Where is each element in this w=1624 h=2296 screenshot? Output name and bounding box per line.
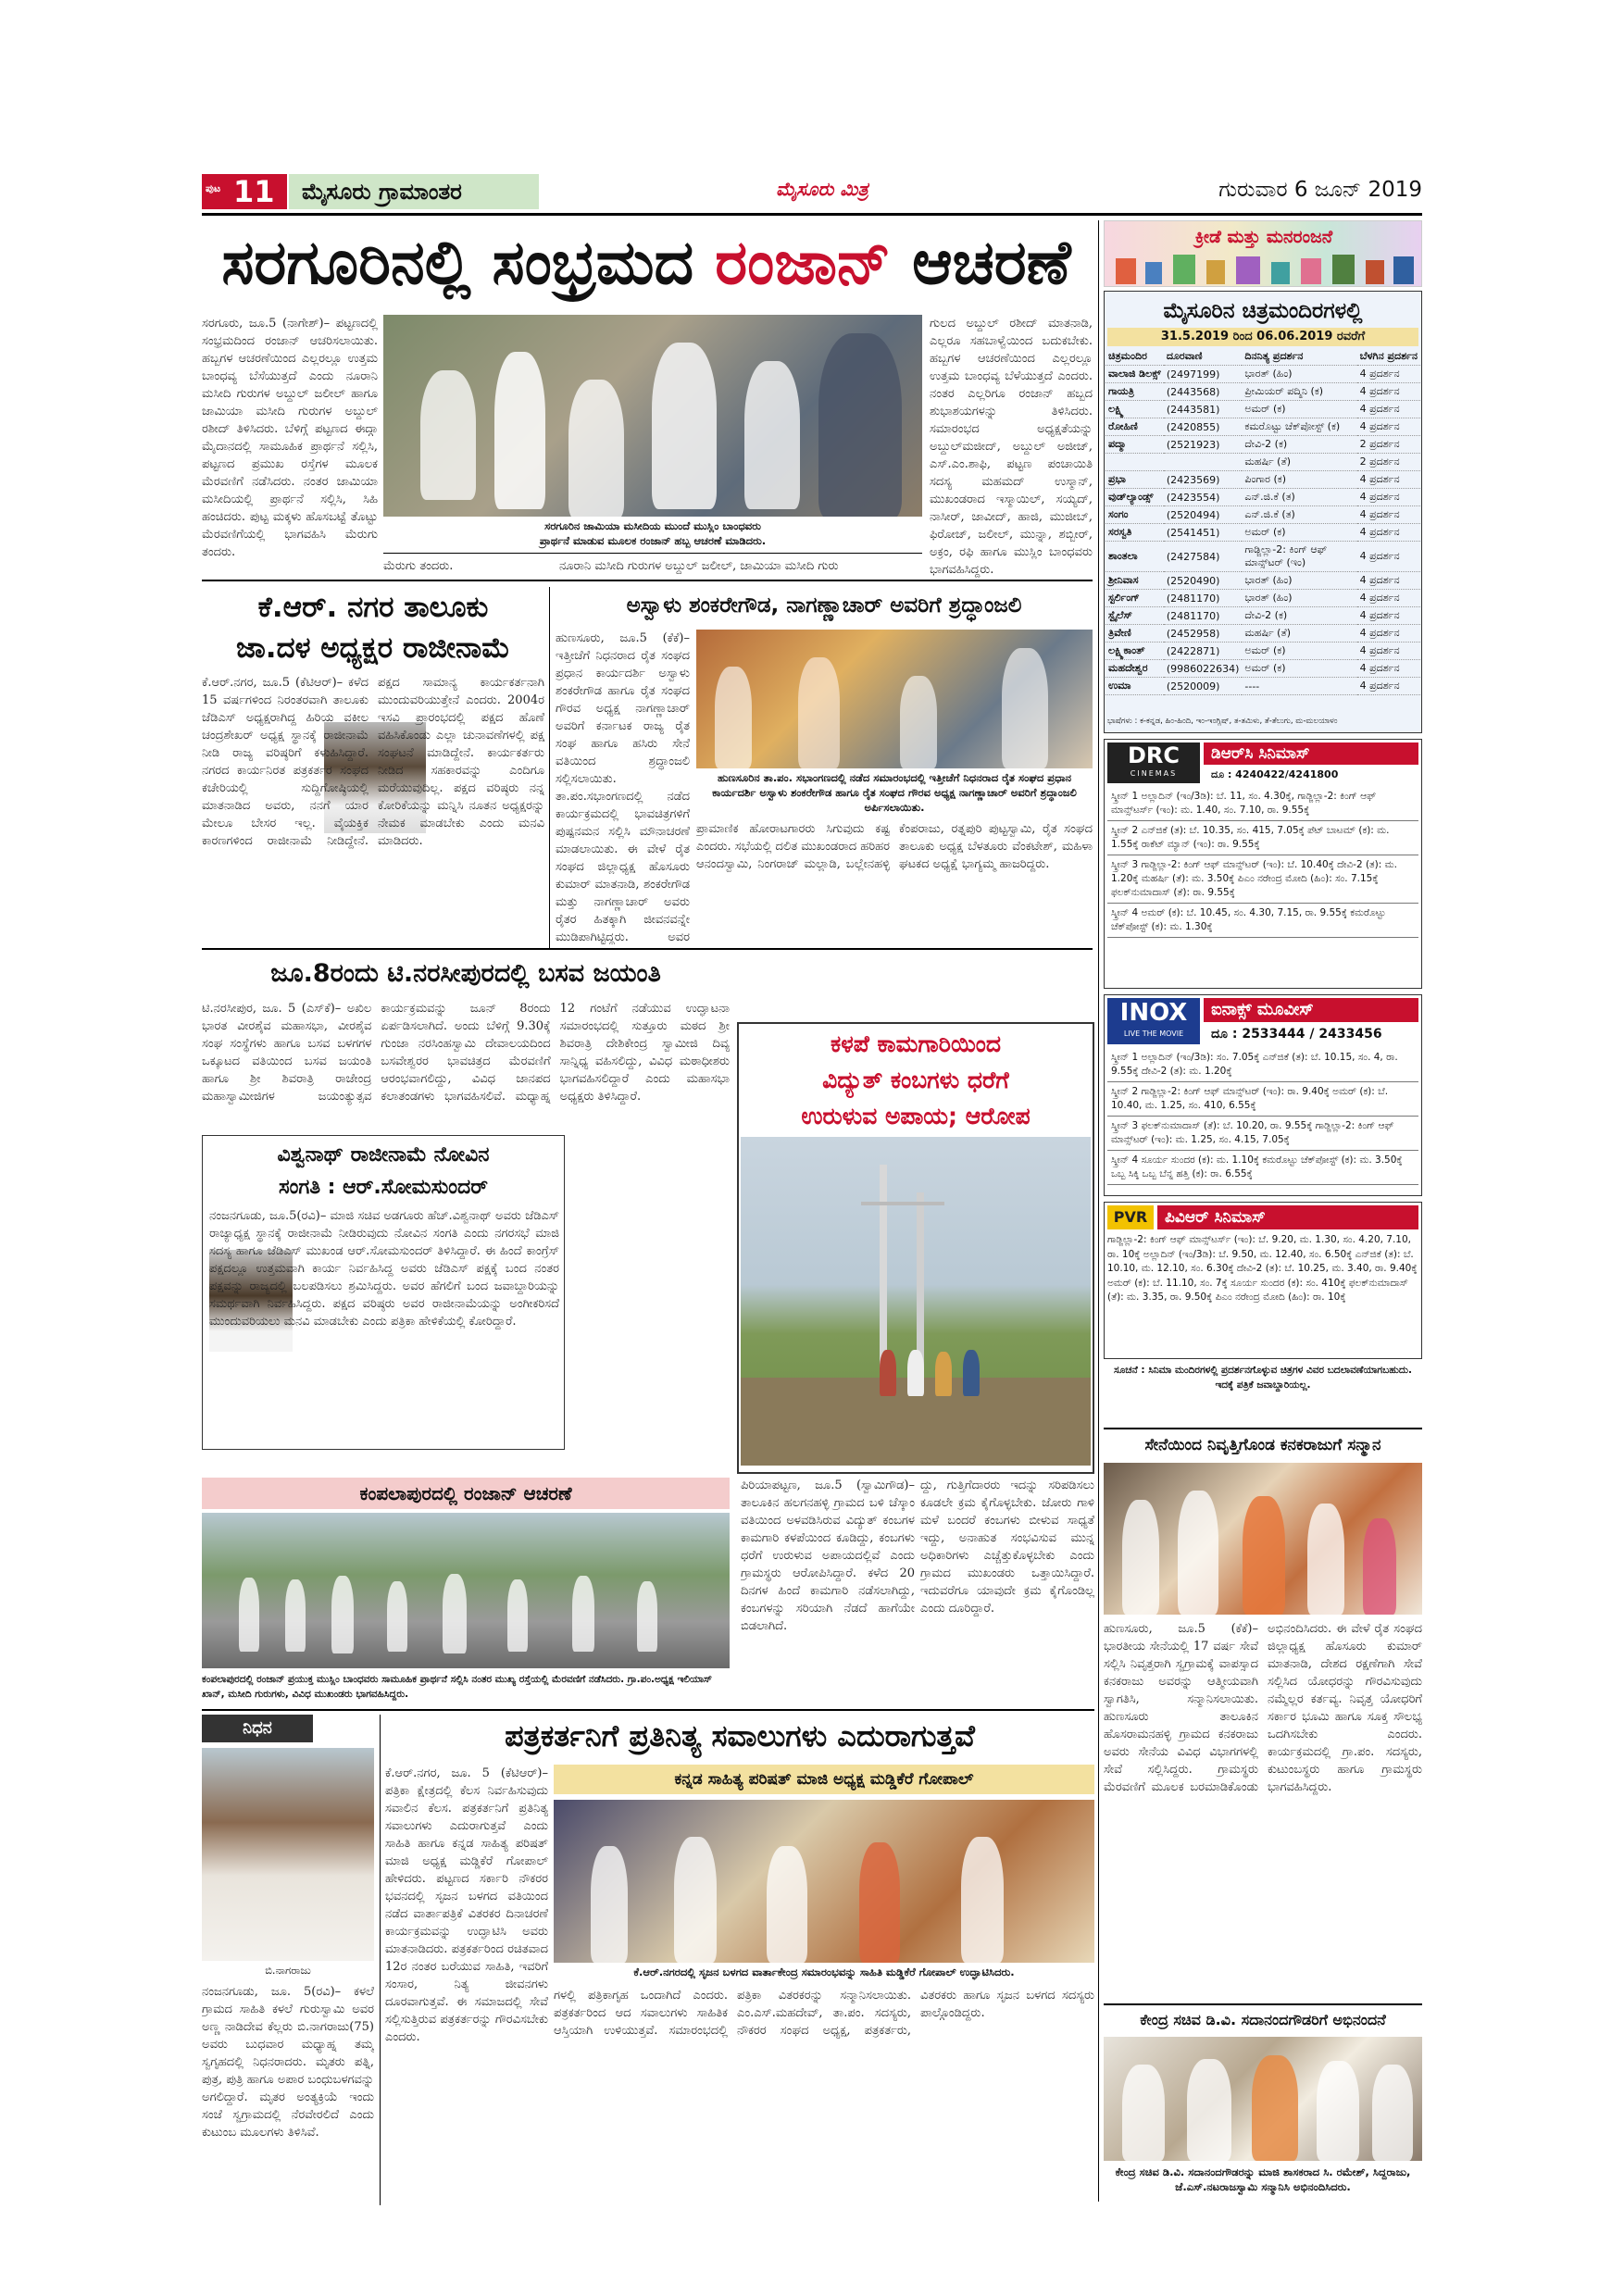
cinema-cell: 4 ಪ್ರದರ್ಶನ xyxy=(1357,418,1420,436)
cinema-cell: (2427584) xyxy=(1164,542,1243,572)
cinema-cell: ಕಮರೊಟ್ಟು ಚೆಕ್‌ಪೋಸ್ಟ್ (ಕ) xyxy=(1242,418,1356,436)
inox-screen-slot: ಸ್ಕ್ರೀನ್ 3 ಫಲಕ್‌ನುಮಾದಾಸ್ (ತೆ): ಬೆ. 10.20, ರಾ. 9.55ಕ್ಕೆ ಗಾಡ್ಜಿಲ್ಲಾ-2: ಕಿಂಗ್ ಆಫ್ ಮಾನ್ಸ್‌ಟರ್ (ಇಂ): ಮ. 1.25, ಸಂ. 4.15, 7.05ಕ್ಕೆ xyxy=(1107,1117,1418,1151)
cinema-row xyxy=(1106,401,1420,418)
cinema-cell: ಮಹರ್ಷಿ (ತೆ) xyxy=(1242,454,1356,471)
obituary-divider xyxy=(380,1715,381,2205)
cinema-cell: ಎನ್.ಜಿ.ಕೆ (ತ) xyxy=(1242,506,1356,524)
cinema-cell: ದೇವಿ-2 (ಕ) xyxy=(1242,607,1356,625)
cinema-table-header xyxy=(1106,348,1420,366)
cinema-cell: ಸ್ಟರ್ಲಿಂಗ್ xyxy=(1106,590,1164,607)
retired-body: ಹುಣಸೂರು, ಜೂ.5 (ಕೆಕೆ)– ಭಾರತೀಯ ಸೇನೆಯಲ್ಲಿ 17 ವರ್ಷ ಸೇವೆ ಸಲ್ಲಿಸಿ ನಿವೃತ್ತರಾಗಿ ಸ್ವಗ್ರಾಮಕ್ಕೆ ವಾಪಸ್ಸಾದ ಕನಕರಾಜು ಅವರನ್ನು ಆತ್ಮೀಯವಾಗಿ ಸ್ವಾಗತಿಸಿ, ಸನ್ಮಾನಿಸಲಾಯಿತು. ಹುಣಸೂರು ತಾಲೂಕಿನ ಹೊಸರಾಮನಹಳ್ಳಿ ಗ್ರಾಮದ ಕನಕರಾಜು ಅವರು ಸೇನೆಯ ವಿವಿಧ ವಿಭಾಗಗಳಲ್ಲಿ ಸೇವೆ ಸಲ್ಲಿಸಿದ್ದರು. ಗ್ರಾಮಸ್ಥರು ಮೆರವಣಿಗೆ ಮೂಲಕ ಬರಮಾಡಿಕೊಂಡು ಅಭಿನಂದಿಸಿದರು. ಈ ವೇಳೆ ರೈತ ಸಂಘದ ಜಿಲ್ಲಾಧ್ಯಕ್ಷ ಹೊಸೂರು ಕುಮಾರ್ ಮಾತನಾಡಿ, ದೇಶದ ರಕ್ಷಣೆಗಾಗಿ ಸೇವೆ ಸಲ್ಲಿಸಿದ ಯೋಧರನ್ನು ಗೌರವಿಸುವುದು ನಮ್ಮೆಲ್ಲರ ಕರ್ತವ್ಯ. ನಿವೃತ್ತ ಯೋಧರಿಗೆ ಸರ್ಕಾರ ಭೂಮಿ ಹಾಗೂ ಸೂಕ್ತ ಸೌಲಭ್ಯ ಒದಗಿಸಬೇಕು ಎಂದರು. ಕಾರ್ಯಕ್ರಮದಲ್ಲಿ ಗ್ರಾ.ಪಂ. ಸದಸ್ಯರು, ಕುಟುಂಬಸ್ಥರು ಹಾಗೂ ಗ್ರಾಮಸ್ಥರು ಭಾಗವಹಿಸಿದ್ದರು. xyxy=(1104,1622,1422,1794)
cinema-cell: 4 ಪ್ರದರ್ಶನ xyxy=(1357,401,1420,418)
cinema-row xyxy=(1106,471,1420,489)
cinema-cell: ಸರಸ್ವತಿ xyxy=(1106,524,1164,542)
kr-nagar-headline-1: ಕೆ.ಆರ್. ನಗರ ತಾಲೂಕು xyxy=(257,591,489,624)
lead-caption-line-1: ಸರಗೂರಿನ ಜಾಮಿಯಾ ಮಸೀದಿಯ ಮುಂದೆ ಮುಸ್ಲಿಂ ಬಾಂಧವರು xyxy=(544,519,761,532)
tribute-photo xyxy=(696,630,1093,768)
cinema-row xyxy=(1106,643,1420,660)
electric-body-2: ದ್ದು, ಗುತ್ತಿಗೆದಾರರು ಇದನ್ನು ಸರಿಪಡಿಸಲು ಕೂಡಲೇ ಕ್ರಮ ಕೈಗೊಳ್ಳಬೇಕು. ಜೋರು ಗಾಳಿ ಮಳೆ ಬಂದರೆ ಕಂಬಗಳು ಬೀಳುವ ಸಾಧ್ಯತೆ ಇದ್ದು, ಅನಾಹುತ ಸಂಭವಿಸುವ ಮುನ್ನ ಅಧಿಕಾರಿಗಳು ಎಚ್ಚೆತ್ತುಕೊಳ್ಳಬೇಕು ಎಂದು ಗ್ರಾಮದ ಮುಖಂಡರು ಒತ್ತಾಯಿಸಿದ್ದಾರೆ. ಇದುವರೆಗೂ ಯಾವುದೇ ಕ್ರಮ ಕೈಗೊಂಡಿಲ್ಲ ಎಂದು ದೂರಿದ್ದಾರೆ. xyxy=(920,1479,1094,1616)
cinema-cell: ವುಡ್‌ಲ್ಯಾಂಡ್ಸ್ xyxy=(1106,489,1164,506)
journalists-body-bottom: ಗಳಲ್ಲಿ ಪತ್ರಿಕಾಗೃಹ ಒಂದಾಗಿದೆ ಎಂದರು. ಪತ್ರಕರ್ತರಿಂದ ಆದ ಸವಾಲುಗಳು ಸಾಹಿತಿಕ ಆಸ್ತಿಯಾಗಿ ಉಳಿಯುತ್ತವೆ. ಸಮಾರಂಭದಲ್ಲಿ ಪತ್ರಿಕಾ ವಿತರಕರನ್ನು ಸನ್ಮಾನಿಸಲಾಯಿತು. ಎಂ.ಎಸ್.ಮಹದೇವ್, ತಾ.ಪಂ. ಸದಸ್ಯರು, ನೌಕರರ ಸಂಘದ ಅಧ್ಯಕ್ಷ, ಪತ್ರಕರ್ತರು, ವಿತರಕರು ಹಾಗೂ ಸೃಜನ ಬಳಗದ ಸದಸ್ಯರು ಪಾಲ್ಗೊಂಡಿದ್ದರು. xyxy=(554,1989,1094,2038)
inox-slots xyxy=(1107,1048,1418,1192)
journalists-photo xyxy=(554,1800,1094,1963)
lead-headline-c: ಆಚರಣೆ xyxy=(912,227,1071,298)
inox-logo-tag: LIVE THE MOVIE xyxy=(1123,1029,1184,1038)
cinema-cell: 4 ಪ್ರದರ್ಶನ xyxy=(1357,489,1420,506)
journalists-caption: ಕೆ.ಆರ್.ನಗರದಲ್ಲಿ ಸೃಜನ ಬಳಗದ ವಾರ್ತಾಕೇಂದ್ರ ಸಮಾರಂಭವನ್ನು ಸಾಹಿತಿ ಮಡ್ಡಿಕೆರೆ ಗೋಪಾಲ್ ಉದ್ಘಾಟಿಸಿದರು. xyxy=(633,1965,1015,1978)
cinema-cell: ಭಾರತ್ (ಹಿಂ) xyxy=(1242,366,1356,383)
tribute-bottom-rule xyxy=(202,948,1093,950)
cinema-cell: (2423554) xyxy=(1164,489,1243,506)
cinema-cell: ಲಕ್ಷ್ಮಿಕಾಂತ್ xyxy=(1106,643,1164,660)
cinema-cell: ಲಕ್ಷ್ಮಿ xyxy=(1106,401,1164,418)
journalists-headline: ಪತ್ರಕರ್ತನಿಗೆ ಪ್ರತಿನಿತ್ಯ ಸವಾಲುಗಳು ಎದುರಾಗುತ್ತವೆ xyxy=(505,1718,975,1753)
tribute-body-2: ಪ್ರಾಮಾಣಿಕ ಹೋರಾಟಗಾರರು ಸಿಗುವುದು ಕಷ್ಟ ಎಂದರು. ಸಭೆಯಲ್ಲಿ ದಲಿತ ಮುಖಂಡರಾದ ಹರಿಹರ ಆನಂದಸ್ವಾಮಿ, ನಿಂಗರಾಜ್ ಮಲ್ಲಾಡಿ, ಬಲ್ಲೇನಹಳ್ಳಿ ಕೆಂಪರಾಜು, ರತ್ನಪುರಿ ಪುಟ್ಟಸ್ವಾಮಿ, ರೈತ ಸಂಘದ ತಾಲೂಕು ಅಧ್ಯಕ್ಷ ಬೆಳತೂರು ವೆಂಕಟೇಶ್, ಮಹಿಳಾ ಘಟಕದ ಅಧ್ಯಕ್ಷೆ ಭಾಗ್ಯಮ್ಮ ಹಾಜರಿದ್ದರು. xyxy=(696,822,1093,871)
cinema-cell: 4 ಪ್ರದರ್ಶನ xyxy=(1357,572,1420,590)
retired-headline: ಸೇನೆಯಿಂದ ನಿವೃತ್ತಿಗೊಂಡ ಕನಕರಾಜುಗೆ ಸನ್ಮಾನ xyxy=(1104,1428,1422,1459)
cinema-cell: (9986022634) xyxy=(1164,660,1243,678)
minister-headline: ಕೇಂದ್ರ ಸಚಿವ ಡಿ.ವಿ. ಸದಾನಂದಗೌಡರಿಗೆ ಅಭಿನಂದನೆ xyxy=(1104,2003,1422,2033)
cinema-cell: (2520494) xyxy=(1164,506,1243,524)
vishwanath-body: ನಂಜನಗೂಡು, ಜೂ.5(ರವಿ)– ಮಾಜಿ ಸಚಿವ ಅಡಗೂರು ಹೆಚ್.ವಿಶ್ವನಾಥ್ ಅವರು ಜೆಡಿಎಸ್ ರಾಜ್ಯಾಧ್ಯಕ್ಷ ಸ್ಥಾನಕ್ಕೆ ರಾಜೀನಾಮೆ ನೀಡಿರುವುದು ನೋವಿನ ಸಂಗತಿ ಎಂದು ನಗರಸಭೆ ಮಾಜಿ ಸದಸ್ಯ ಹಾಗೂ ಜೆಡಿಎಸ್ ಮುಖಂಡ ಆರ್.ಸೋಮಸುಂದರ್ ತಿಳಿಸಿದ್ದಾರೆ. ಈ ಹಿಂದೆ ಕಾಂಗ್ರೆಸ್ ಪಕ್ಷದಲ್ಲೂ ಉತ್ತಮವಾಗಿ ಕಾರ್ಯ ನಿರ್ವಹಿಸಿದ್ದ ಅವರು ಜೆಡಿಎಸ್ ಪಕ್ಷಕ್ಕೆ ಬಂದ ನಂತರ ಪಕ್ಷವನ್ನು ರಾಜ್ಯದಲ್ಲಿ ಬಲಪಡಿಸಲು ಶ್ರಮಿಸಿದ್ದರು. ಅವರ ಹೆಗಲಿಗೆ ಬಂದ ಜವಾಬ್ದಾರಿಯನ್ನು ಸಮರ್ಥವಾಗಿ ನಿರ್ವಹಿಸಿದ್ದರು. ಪಕ್ಷದ ವರಿಷ್ಠರು ಅವರ ರಾಜೀನಾಮೆಯನ್ನು ಅಂಗೀಕರಿಸದೆ ಮುಂದುವರಿಯಲು ಮನವಿ ಮಾಡಬೇಕು ಎಂದು ಪತ್ರಿಕಾ ಹೇಳಿಕೆಯಲ್ಲಿ ಕೋರಿದ್ದಾರೆ. xyxy=(209,1209,559,1329)
lead-caption-line-2: ಪ್ರಾರ್ಥನೆ ಮಾಡುವ ಮೂಲಕ ರಂಜಾನ್ ಹಬ್ಬ ಆಚರಣೆ ಮಾಡಿದರು. xyxy=(539,534,767,547)
cinema-row xyxy=(1106,418,1420,436)
pvr-text: ಗಾಡ್ಜಿಲ್ಲಾ-2: ಕಿಂಗ್ ಆಫ್ ಮಾನ್ಸ್‌ಟರ್ಸ್ (ಇಂ): ಬೆ. 9.20, ಮ. 1.30, ಸಂ. 4.20, 7.10, ರಾ. 10ಕ್ಕೆ ಅಲ್ಲಾದಿನ್ (ಇಂ/3ಡಿ): ಬೆ. 9.50, ಮ. 12.40, ಸಂ. 6.50ಕ್ಕೆ ಎನ್‌ಜಿಕೆ (ತ): ಬೆ. 10.10, ಮ. 12.10, ಸಂ. 6.30ಕ್ಕೆ ದೇವಿ-2 (ತ): ಬೆ. 10.25, ಮ. 3.40, ರಾ. 9.40ಕ್ಕೆ ಅಮರ್ (ಕ): ಬೆ. 11.10, ಸಂ. 7ಕ್ಕೆ ಸೂರ್ಯ ಸುಂದರ (ಕ): ಸಂ. 410ಕ್ಕೆ ಫಲಕ್‌ನುಮಾದಾಸ್ (ತೆ): ಮ. 3.35, ರಾ. 9.50ಕ್ಕೆ ಪಿಎಂ ನರೇಂದ್ರ ಮೋದಿ (ಹಿಂ): ರಾ. 10ಕ್ಕೆ xyxy=(1107,1234,1418,1303)
cinema-cell: 4 ಪ್ರದರ್ಶನ xyxy=(1357,660,1420,678)
inox-screen-slot: ಸ್ಕ್ರೀನ್ 4 ಸೂರ್ಯ ಸುಂದರ (ಕ): ಮ. 1.10ಕ್ಕೆ ಕಮರೊಟ್ಟು ಚೆಕ್‌ಪೋಸ್ಟ್ (ಕ): ಮ. 3.50ಕ್ಕೆ ಒಬ್ಬ ಸಿಕ್ಕಿ ಒಬ್ಬ ಬೆನ್ನ ಹತ್ತಿ (ಕ): ರಾ. 6.55ಕ್ಕೆ xyxy=(1107,1151,1418,1185)
cinema-cell: (2481170) xyxy=(1164,590,1243,607)
cinema-row xyxy=(1106,590,1420,607)
cinema-table xyxy=(1106,348,1420,695)
inox-logo xyxy=(1107,998,1200,1044)
lead-photo xyxy=(383,315,922,517)
page-label: ಪುಟ xyxy=(206,182,221,194)
kr-nagar-divider xyxy=(549,587,550,948)
cinema-cell: (2420855) xyxy=(1164,418,1243,436)
page-number-badge xyxy=(202,174,287,209)
lead-headline xyxy=(202,220,1091,306)
cinema-cell: ಸಂಗಂ xyxy=(1106,506,1164,524)
cinema-cell: ಗಾಯತ್ರಿ xyxy=(1106,383,1164,401)
kampalapura-bottom-rule xyxy=(202,1709,1094,1711)
cinema-cell: 2 ಪ್ರದರ್ಶನ xyxy=(1357,436,1420,454)
cinema-notice xyxy=(1104,1363,1422,1424)
cinema-list-title: ಮೈಸೂರಿನ ಚಿತ್ರಮಂದಿರಗಳಲ್ಲಿ xyxy=(1163,299,1363,323)
inox-screen-slot: ಸ್ಕ್ರೀನ್ 2 ಗಾಡ್ಜಿಲ್ಲಾ-2: ಕಿಂಗ್ ಆಫ್ ಮಾನ್ಸ್‌ಟರ್ (ಇಂ): ರಾ. 9.40ಕ್ಕೆ ಅಮರ್ (ಕ): ಬೆ. 10.40, ಮ. 1.25, ಸಂ. 410, 6.55ಕ್ಕೆ xyxy=(1107,1082,1418,1117)
entertainment-title: ಕ್ರೀಡೆ ಮತ್ತು ಮನರಂಜನೆ xyxy=(1194,227,1333,247)
cinema-cell: ಪದ್ಮಾ xyxy=(1106,436,1164,454)
cinema-notice-label: ಸೂಚನೆ : xyxy=(1114,1365,1145,1376)
lead-body-right: ಗುಲದ ಅಬ್ದುಲ್ ರಶೀದ್ ಮಾತನಾಡಿ, ಎಲ್ಲರೂ ಸಹಬಾಳ್ವೆಯಿಂದ ಬದುಕಬೇಕು. ಹಬ್ಬಗಳ ಆಚರಣೆಯಿಂದ ಎಲ್ಲರಲ್ಲೂ ಉತ್ತಮ ಬಾಂಧವ್ಯ ಬೆಳೆಯುತ್ತದೆ ಎಂದರು. ನಂತರ ಎಲ್ಲರಿಗೂ ರಂಜಾನ್ ಹಬ್ಬದ ಶುಭಾಶಯಗಳನ್ನು ತಿಳಿಸಿದರು. ಸಮಾರಂಭದ ಅಧ್ಯಕ್ಷತೆಯನ್ನು ಅಬ್ದುಲ್‌ಮಜೀದ್, ಅಬ್ದುಲ್ ಅಜೀಜ್, ಎಸ್.ಎಂ.ಶಾಫಿ, ಪಟ್ಟಣ ಪಂಚಾಯಿತಿ ಸದಸ್ಯ ಮಹಮದ್ ಉಸ್ಮಾನ್, ಮುಖಂಡರಾದ ಇಸ್ಮಾಯಿಲ್, ಸಯ್ಯದ್, ನಾಸೀರ್, ಜಾವೀದ್, ಹಾಜಿ, ಮುಜೀಬ್, ಫಿರೋಜ್, ಜಲೀಲ್, ಮುನ್ನಾ, ಶಬ್ಬೀರ್, ಅಕ್ರಂ, ರಫಿ ಹಾಗೂ ಮುಸ್ಲಿಂ ಬಾಂಧವರು ಭಾಗವಹಿಸಿದ್ದರು. xyxy=(930,317,1093,577)
cinema-cell: ಉಮಾ xyxy=(1106,678,1164,695)
cinema-header-cell: ಬೆಳಗಿನ ಪ್ರದರ್ಶನ xyxy=(1357,348,1420,366)
vishwanath-headline-1: ವಿಶ್ವನಾಥ್ ರಾಜೀನಾಮೆ ನೋವಿನ xyxy=(277,1143,490,1167)
cinema-cell: ಅಮರ್ (ಕ) xyxy=(1242,524,1356,542)
cinema-cell: ಅಮರ್ (ಕ) xyxy=(1242,660,1356,678)
cinema-cell: ಪಿಂಗಾರ (ಕ) xyxy=(1242,471,1356,489)
kampalapura-photo xyxy=(202,1513,730,1668)
cinema-list-table xyxy=(1106,348,1420,711)
cinema-header-cell: ದೂರವಾಣಿ xyxy=(1164,348,1243,366)
tribute-body: ಹುಣಸೂರು, ಜೂ.5 (ಕೆಕೆ)– ಇತ್ತೀಚೆಗೆ ನಿಧನರಾದ ರೈತ ಸಂಘದ ಪ್ರಧಾನ ಕಾರ್ಯದರ್ಶಿ ಅಸ್ವಾಳು ಶಂಕರೇಗೌಡ ಹಾಗೂ ರೈತ ಸಂಘದ ಗೌರವ ಅಧ್ಯಕ್ಷ ನಾಗಣ್ಣಾಚಾರ್ ಅವರಿಗೆ ಕರ್ನಾಟಕ ರಾಜ್ಯ ರೈತ ಸಂಘ ಹಾಗೂ ಹಸಿರು ಸೇನೆ ವತಿಯಿಂದ ಶ್ರದ್ಧಾಂಜಲಿ ಸಲ್ಲಿಸಲಾಯಿತು. ತಾ.ಪಂ.ಸಭಾಂಗಣದಲ್ಲಿ ನಡೆದ ಕಾರ್ಯಕ್ರಮದಲ್ಲಿ ಭಾವಚಿತ್ರಗಳಿಗೆ ಪುಷ್ಪನಮನ ಸಲ್ಲಿಸಿ ಮೌನಾಚರಣೆ ಮಾಡಲಾಯಿತು. ಈ ವೇಳೆ ರೈತ ಸಂಘದ ಜಿಲ್ಲಾಧ್ಯಕ್ಷ ಹೊಸೂರು ಕುಮಾರ್ ಮಾತನಾಡಿ, ಶಂಕರೇಗೌಡ ಮತ್ತು ನಾಗಣ್ಣಾಚಾರ್ ಅವರು ರೈತರ ಹಿತಕ್ಕಾಗಿ ಜೀವನವನ್ನೇ ಮುಡಿಪಾಗಿಟ್ಟಿದ್ದರು. ಅವರ xyxy=(556,631,690,944)
drc-screen-slot: ಸ್ಕ್ರೀನ್ 3 ಗಾಡ್ಜಿಲ್ಲಾ-2: ಕಿಂಗ್ ಆಫ್ ಮಾನ್ಸ್‌ಟರ್ (ಇಂ): ಬೆ. 10.40ಕ್ಕೆ ದೇವಿ-2 (ತ): ಮ. 1.20ಕ್ಕೆ ಮಹರ್ಷಿ (ತೆ): ಮ. 3.50ಕ್ಕೆ ಪಿಎಂ ನರೇಂದ್ರ ಮೋದಿ (ಹಿಂ): ಸಂ. 7.15ಕ್ಕೆ ಫಲಕ್‌ನುಮಾದಾಸ್ (ತೆ): ರಾ. 9.55ಕ್ಕೆ xyxy=(1107,855,1418,904)
kr-nagar-headline xyxy=(202,587,544,668)
electric-headline-3: ಉರುಳುವ ಅಪಾಯ; ಆರೋಪ xyxy=(801,1103,1031,1129)
section-title: ಮೈಸೂರು ಗ್ರಾಮಾಂತರ xyxy=(289,174,539,209)
cinema-cell: (2422871) xyxy=(1164,643,1243,660)
drc-logo-text: DRC xyxy=(1127,742,1180,768)
masthead xyxy=(202,174,1422,211)
cinema-cell: ಭಾರತ್ (ಹಿಂ) xyxy=(1242,590,1356,607)
cinema-row xyxy=(1106,542,1420,572)
lead-tail-b: ನೂರಾನಿ ಮಸೀದಿ ಗುರುಗಳ ಅಬ್ದುಲ್ ಜಲೀಲ್, ಜಾಮಿಯಾ ಮಸೀದಿ ಗುರು xyxy=(559,559,839,573)
cinema-cell: ---- xyxy=(1242,678,1356,695)
pvr-logo: PVR xyxy=(1107,1205,1154,1229)
masthead-rule xyxy=(202,213,1422,216)
lead-tail-a: ಮೆರುಗು ತಂದರು. xyxy=(383,559,454,573)
cinema-notice-text: ಸಿನಿಮಾ ಮಂದಿರಗಳಲ್ಲಿ ಪ್ರದರ್ಶನಗೊಳ್ಳುವ ಚಿತ್ರಗಳ ವಿವರ ಬದಲಾವಣೆಯಾಗಬಹುದು. ಇದಕ್ಕೆ ಪತ್ರಿಕೆ ಜವಾಬ್ದಾರಿಯಲ್ಲ. xyxy=(1148,1365,1412,1391)
cinema-cell: ತ್ರಿವೇಣಿ xyxy=(1106,625,1164,643)
cinema-header-cell: ಚಿತ್ರಮಂದಿರ xyxy=(1106,348,1164,366)
cinema-cell: (2541451) xyxy=(1164,524,1243,542)
cinema-cell: ದೇವಿ-2 (ಕ) xyxy=(1242,436,1356,454)
cinema-cell: (2497199) xyxy=(1164,366,1243,383)
cinema-legend: ಭಾಷೆಗಳು : ಕ-ಕನ್ನಡ, ಹಿಂ-ಹಿಂದಿ, ಇಂ-ಇಂಗ್ಲಿಷ್, ತ-ತಮಿಳು, ತೆ-ತೆಲುಗು, ಮ-ಮಲಯಾಳಂ xyxy=(1107,717,1338,726)
electric-headline-2: ವಿದ್ಯುತ್ ಕಂಬಗಳು ಧರೆಗೆ xyxy=(822,1067,1009,1093)
cinema-cell: ಶ್ರೀನಿವಾಸ xyxy=(1106,572,1164,590)
drc-phone: ದೂ : 4240422/4241800 xyxy=(1211,768,1339,780)
cinema-cell: ಪ್ರೀಮಿಯರ್ ಪದ್ಮಿನಿ (ಕ) xyxy=(1242,383,1356,401)
issue-date: ಗುರುವಾರ 6 ಜೂನ್ 2019 xyxy=(1218,178,1422,202)
cinema-cell: 4 ಪ್ರದರ್ಶನ xyxy=(1357,366,1420,383)
kampalapura-headline: ಕಂಪಲಾಪುರದಲ್ಲಿ ರಂಜಾನ್ ಆಚರಣೆ xyxy=(202,1478,730,1509)
cinema-row xyxy=(1106,454,1420,471)
lead-headline-a: ಸರಗೂರಿನಲ್ಲಿ ಸಂಭ್ರಮದ xyxy=(221,227,694,298)
right-column-divider xyxy=(1098,220,1099,2202)
vishwanath-headline xyxy=(207,1139,559,1204)
cinema-cell: (2520009) xyxy=(1164,678,1243,695)
obituary-portrait xyxy=(202,1748,374,1961)
kampalapura-caption: ಕಂಪಲಾಪುರದಲ್ಲಿ ರಂಜಾನ್ ಪ್ರಯುಕ್ತ ಮುಸ್ಲಿಂ ಬಾಂಧವರು ಸಾಮೂಹಿಕ ಪ್ರಾರ್ಥನೆ ಸಲ್ಲಿಸಿ ನಂತರ ಮುಖ್ಯ ರಸ್ತೆಯಲ್ಲಿ ಮೆರವಣಿಗೆ ನಡೆಸಿದರು. ಗ್ರಾ.ಪಂ.ಅಧ್ಯಕ್ಷ ಇಲಿಯಾಸ್ ಖಾನ್, ಮಸೀದಿ ಗುರುಗಳು, ವಿವಿಧ ಮುಖಂಡರು ಭಾಗವಹಿಸಿದ್ದರು. xyxy=(202,1674,712,1700)
drc-screen-slot: ಸ್ಕ್ರೀನ್ 2 ಎನ್‌ಜಿಕೆ (ತ): ಬೆ. 10.35, ಸಂ. 415, 7.05ಕ್ಕೆ ಪೆಟ್ ಬಾಟಮ್ (ಕ): ಮ. 1.55ಕ್ಕೆ ರಾಕೆಟ್ ಮ್ಯಾನ್ (ಇಂ): ರಾ. 9.55ಕ್ಕೆ xyxy=(1107,821,1418,855)
cinema-row xyxy=(1106,660,1420,678)
cinema-row xyxy=(1106,383,1420,401)
cinema-cell: (2443568) xyxy=(1164,383,1243,401)
obituary-label: ನಿಧನ xyxy=(202,1715,313,1742)
journalists-body-left: ಕೆ.ಆರ್.ನಗರ, ಜೂ. 5 (ಕೆಟಿಆರ್)– ಪತ್ರಿಕಾ ಕ್ಷೇತ್ರದಲ್ಲಿ ಕೆಲಸ ನಿರ್ವಹಿಸುವುದು ಸವಾಲಿನ ಕೆಲಸ. ಪತ್ರಕರ್ತನಿಗೆ ಪ್ರತಿನಿತ್ಯ ಸವಾಲುಗಳು ಎದುರಾಗುತ್ತವೆ ಎಂದು ಸಾಹಿತಿ ಹಾಗೂ ಕನ್ನಡ ಸಾಹಿತ್ಯ ಪರಿಷತ್ ಮಾಜಿ ಅಧ್ಯಕ್ಷ ಮಡ್ಡಿಕೆರೆ ಗೋಪಾಲ್ ಹೇಳಿದರು. ಪಟ್ಟಣದ ಸರ್ಕಾರಿ ನೌಕರರ ಭವನದಲ್ಲಿ ಸೃಜನ ಬಳಗದ ವತಿಯಿಂದ ನಡೆದ ವಾರ್ತಾಪತ್ರಿಕೆ ವಿತರಕರ ದಿನಾಚರಣೆ ಕಾರ್ಯಕ್ರಮವನ್ನು ಉದ್ಘಾಟಿಸಿ ಅವರು ಮಾತನಾಡಿದರು. ಪತ್ರಕರ್ತರಿಂದ ರಚಿತವಾದ 12ರ ನಂತರ ಬರೆಯುವ ಸಾಹಿತಿ, ಇವರಿಗೆ ಸಂಸಾರ, ನಿತ್ಯ ಜೀವನಗಳು ದೂರವಾಗುತ್ತವೆ. ಈ ಸಮಾಜದಲ್ಲಿ ಸೇವೆ ಸಲ್ಲಿಸುತ್ತಿರುವ ಪತ್ರಕರ್ತರನ್ನು ಗೌರವಿಸಬೇಕು ಎಂದರು. xyxy=(385,1766,548,2044)
tribute-caption: ಹುಣಸೂರಿನ ತಾ.ಪಂ. ಸಭಾಂಗಣದಲ್ಲಿ ನಡೆದ ಸಮಾರಂಭದಲ್ಲಿ ಇತ್ತೀಚೆಗೆ ನಿಧನರಾದ ರೈತ ಸಂಘದ ಪ್ರಧಾನ ಕಾರ್ಯದರ್ಶಿ ಅಸ್ವಾಳು ಶಂಕರೇಗೌಡ ಹಾಗೂ ರೈತ ಸಂಘದ ಗೌರವ ಅಧ್ಯಕ್ಷ ನಾಗಣ್ಣಾಚಾರ್ ಅವರಿಗೆ ಶ್ರದ್ಧಾಂಜಲಿ ಅರ್ಪಿಸಲಾಯಿತು. xyxy=(712,771,1077,814)
cinema-cell xyxy=(1164,454,1243,471)
retired-photo xyxy=(1104,1463,1422,1615)
cinema-list-dates: 31.5.2019 ರಿಂದ 06.06.2019 ರವರೆಗೆ xyxy=(1107,328,1418,346)
pvr-title: ಪಿವಿಆರ್ ಸಿನಿಮಾಸ್ xyxy=(1157,1205,1418,1229)
cinema-cell: 4 ಪ್ರದರ್ಶನ xyxy=(1357,542,1420,572)
cinema-cell: ಸ್ಟೈಲೆಸ್ xyxy=(1106,607,1164,625)
kr-nagar-headline-2: ಜಾ.ದಳ ಅಧ್ಯಕ್ಷರ ರಾಜೀನಾಮೆ xyxy=(236,631,510,665)
kr-nagar-body: ಕೆ.ಆರ್.ನಗರ, ಜೂ.5 (ಕೆಟಿಆರ್)– ಕಳೆದ 15 ವರ್ಷಗಳಿಂದ ನಿರಂತರವಾಗಿ ತಾಲೂಕು ಜೆಡಿಎಸ್ ಅಧ್ಯಕ್ಷರಾಗಿದ್ದ ಹಿರಿಯ ವಕೀಲ ಚಂದ್ರಶೇಖರ್ ಅಧ್ಯಕ್ಷ ಸ್ಥಾನಕ್ಕೆ ರಾಜೀನಾಮೆ ನೀಡಿ ರಾಜ್ಯ ವರಿಷ್ಠರಿಗೆ ಕಳುಹಿಸಿದ್ದಾರೆ. ನಗರದ ಕಾರ್ಯನಿರತ ಪತ್ರಕರ್ತರ ಸಂಘದ ಕಚೇರಿಯಲ್ಲಿ ಸುದ್ದಿಗೋಷ್ಠಿಯಲ್ಲಿ ಮಾತನಾಡಿದ ಅವರು, ನನಗೆ ಯಾರ ಮೇಲೂ ಬೇಸರ ಇಲ್ಲ. ವೈಯಕ್ತಿಕ ಕಾರಣಗಳಿಂದ ರಾಜೀನಾಮೆ ನೀಡಿದ್ದೇನೆ. ಪಕ್ಷದ ಸಾಮಾನ್ಯ ಕಾರ್ಯಕರ್ತನಾಗಿ ಮುಂದುವರಿಯುತ್ತೇನೆ ಎಂದರು. 2004ರ ಇಸವಿ ಪ್ರಾರಂಭದಲ್ಲಿ ಪಕ್ಷದ ಹೊಣೆ ವಹಿಸಿಕೊಂಡು ಎಲ್ಲಾ ಚುನಾವಣೆಗಳಲ್ಲಿ ಪಕ್ಷ ಸಂಘಟನೆ ಮಾಡಿದ್ದೇನೆ. ಕಾರ್ಯಕರ್ತರು ನೀಡಿದ ಸಹಕಾರವನ್ನು ಎಂದಿಗೂ ಮರೆಯುವುದಿಲ್ಲ. ಪಕ್ಷದ ವರಿಷ್ಠರು ನನ್ನ ಕೋರಿಕೆಯನ್ನು ಮನ್ನಿಸಿ ನೂತನ ಅಧ್ಯಕ್ಷರನ್ನು ನೇಮಕ ಮಾಡಬೇಕು ಎಂದು ಮನವಿ ಮಾಡಿದರು. xyxy=(202,676,544,848)
cinema-cell: (2443581) xyxy=(1164,401,1243,418)
page-number: 11 xyxy=(233,174,275,209)
cinema-cell: ಅಮರ್ (ಕ) xyxy=(1242,401,1356,418)
cinema-cell: (2521923) xyxy=(1164,436,1243,454)
electric-body-1: ಪಿರಿಯಾಪಟ್ಟಣ, ಜೂ.5 (ಸ್ವಾಮಿಗೌಡ)– ತಾಲೂಕಿನ ಹಲಗನಹಳ್ಳಿ ಗ್ರಾಮದ ಬಳಿ ಚೆಸ್ಕಾಂ ವತಿಯಿಂದ ಅಳವಡಿಸಿರುವ ವಿದ್ಯುತ್ ಕಂಬಗಳ ಕಾಮಗಾರಿ ಕಳಪೆಯಿಂದ ಕೂಡಿದ್ದು, ಕಂಬಗಳು ಧರೆಗೆ ಉರುಳುವ ಅಪಾಯದಲ್ಲಿವೆ ಎಂದು ಗ್ರಾಮಸ್ಥರು ಆರೋಪಿಸಿದ್ದಾರೆ. ಕಳೆದ 20 ದಿನಗಳ ಹಿಂದೆ ಕಾಮಗಾರಿ ನಡೆಸಲಾಗಿದ್ದು, ಕಂಬಗಳನ್ನು ಸರಿಯಾಗಿ ನೆಡದೆ ಹಾಗೆಯೇ ಬಿಡಲಾಗಿದೆ. xyxy=(741,1479,915,1633)
entertainment-banner xyxy=(1104,220,1422,287)
cinema-cell: ಭಾರತ್ (ಹಿಂ) xyxy=(1242,572,1356,590)
cinema-cell xyxy=(1106,454,1164,471)
cinema-row xyxy=(1106,489,1420,506)
lead-headline-b: ರಂಜಾನ್ xyxy=(715,227,892,298)
drc-screen-slot: ಸ್ಕ್ರೀನ್ 1 ಅಲ್ಲಾದಿನ್ (ಇಂ/3ಡಿ): ಬೆ. 11, ಸಂ. 4.30ಕ್ಕೆ, ಗಾಡ್ಜಿಲ್ಲಾ-2: ಕಿಂಗ್ ಆಫ್ ಮಾನ್ಸ್‌ಟರ್ಸ್ (ಇಂ): ಮ. 1.40, ಸಂ. 7.10, ರಾ. 9.55ಕ್ಕೆ xyxy=(1107,787,1418,821)
cinema-cell: 4 ಪ್ರದರ್ಶನ xyxy=(1357,506,1420,524)
cinema-row xyxy=(1106,625,1420,643)
cinema-cell: ಶಾಂತಲಾ xyxy=(1106,542,1164,572)
minister-photo xyxy=(1104,2037,1422,2161)
cinema-cell: ವಾಲಾಜಿ ಡಿಲಕ್ಸ್ xyxy=(1106,366,1164,383)
basava-headline: ಜೂ.8ರಂದು ಟಿ.ನರಸೀಪುರದಲ್ಲಿ ಬಸವ ಜಯಂತಿ xyxy=(270,959,661,988)
cinema-cell: ಮಹರ್ಷಿ (ತೆ) xyxy=(1242,625,1356,643)
lead-body-left: ಸರಗೂರು, ಜೂ.5 (ನಾಗೇಶ್)– ಪಟ್ಟಣದಲ್ಲಿ ಸಂಭ್ರಮದಿಂದ ರಂಜಾನ್ ಆಚರಿಸಲಾಯಿತು. ಹಬ್ಬಗಳ ಆಚರಣೆಯಿಂದ ಎಲ್ಲರಲ್ಲೂ ಉತ್ತಮ ಬಾಂಧವ್ಯ ಬೆಸೆಯುತ್ತದೆ ಎಂದು ನೂರಾನಿ ಮಸೀದಿ ಗುರುಗಳ ಅಬ್ದುಲ್ ಜಲೀಲ್ ಹಾಗೂ ಜಾಮಿಯಾ ಮಸೀದಿ ಗುರುಗಳ ಅಬ್ದುಲ್ ರಶೀದ್ ತಿಳಿಸಿದರು. ಬೆಳಿಗ್ಗೆ ಪಟ್ಟಣದ ಈದ್ಗಾ ಮೈದಾನದಲ್ಲಿ ಸಾಮೂಹಿಕ ಪ್ರಾರ್ಥನೆ ಸಲ್ಲಿಸಿ, ಪಟ್ಟಣದ ಪ್ರಮುಖ ರಸ್ತೆಗಳ ಮೂಲಕ ಮೆರವಣಿಗೆ ನಡೆಸಿದರು. ನಂತರ ಜಾಮಿಯಾ ಮಸೀದಿಯಲ್ಲಿ ಪ್ರಾರ್ಥನೆ ಸಲ್ಲಿಸಿ, ಸಿಹಿ ಹಂಚಿದರು. ಪುಟ್ಟ ಮಕ್ಕಳು ಹೊಸಬಟ್ಟೆ ತೊಟ್ಟು ಮೆರವಣಿಗೆಯಲ್ಲಿ ಭಾಗವಹಿಸಿ ಮೆರುಗು ತಂದರು. xyxy=(202,317,378,559)
vishwanath-headline-2: ಸಂಗತಿ : ಆರ್.ಸೋಮಸುಂದರ್ xyxy=(278,1176,488,1199)
cinema-cell: ಮಹದೇಶ್ವರ xyxy=(1106,660,1164,678)
cinema-cell: 4 ಪ್ರದರ್ಶನ xyxy=(1357,678,1420,695)
cinema-header-cell: ದಿನನಿತ್ಯ ಪ್ರದರ್ಶನ xyxy=(1242,348,1356,366)
cinema-cell: ಗಾಡ್ಜಿಲ್ಲಾ-2: ಕಿಂಗ್ ಆಫ್ ಮಾನ್ಸ್‌ಟರ್ (ಇಂ) xyxy=(1242,542,1356,572)
drc-logo-sub: CINEMAS xyxy=(1130,769,1178,778)
cinema-cell: 4 ಪ್ರದರ್ಶನ xyxy=(1357,643,1420,660)
cinema-cell: ಪ್ರಭಾ xyxy=(1106,471,1164,489)
inox-logo-text: INOX xyxy=(1119,999,1188,1027)
journalists-subhead: ಕನ್ನಡ ಸಾಹಿತ್ಯ ಪರಿಷತ್ ಮಾಜಿ ಅಧ್ಯಕ್ಷ ಮಡ್ಡಿಕೆರೆ ಗೋಪಾಲ್ xyxy=(554,1765,1094,1794)
lead-bottom-rule xyxy=(202,580,1093,581)
cinema-cell: 4 ಪ್ರದರ್ಶನ xyxy=(1357,590,1420,607)
basava-body: ಟಿ.ನರಸೀಪುರ, ಜೂ. 5 (ಎಸ್‌ಕೆ)– ಅಖಿಲ ಭಾರತ ವೀರಶೈವ ಮಹಾಸಭಾ, ವೀರಶೈವ ಸಂಘ ಸಂಸ್ಥೆಗಳು ಹಾಗೂ ಬಸವ ಬಳಗಗಳ ಒಕ್ಕೂಟದ ವತಿಯಿಂದ ಬಸವ ಜಯಂತಿ ಹಾಗೂ ಶ್ರೀ ಶಿವರಾತ್ರಿ ರಾಜೇಂದ್ರ ಮಹಾಸ್ವಾಮೀಜಿಗಳ ಜಯಂತ್ಯುತ್ಸವ ಕಾರ್ಯಕ್ರಮವನ್ನು ಜೂನ್ 8ರಂದು ಏರ್ಪಡಿಸಲಾಗಿದೆ. ಅಂದು ಬೆಳಿಗ್ಗೆ 9.30ಕ್ಕೆ ಗುಂಜಾ ನರಸಿಂಹಸ್ವಾಮಿ ದೇವಾಲಯದಿಂದ ಬಸವೇಶ್ವರರ ಭಾವಚಿತ್ರದ ಮೆರವಣಿಗೆ ಆರಂಭವಾಗಲಿದ್ದು, ವಿವಿಧ ಜಾನಪದ ಕಲಾತಂಡಗಳು ಭಾಗವಹಿಸಲಿವೆ. ಮಧ್ಯಾಹ್ನ 12 ಗಂಟೆಗೆ ನಡೆಯುವ ಉದ್ಘಾಟನಾ ಸಮಾರಂಭದಲ್ಲಿ ಸುತ್ತೂರು ಮಠದ ಶ್ರೀ ಶಿವರಾತ್ರಿ ದೇಶಿಕೇಂದ್ರ ಸ್ವಾಮೀಜಿ ದಿವ್ಯ ಸಾನ್ನಿಧ್ಯ ವಹಿಸಲಿದ್ದು, ವಿವಿಧ ಮಠಾಧೀಶರು ಭಾಗವಹಿಸಲಿದ್ದಾರೆ ಎಂದು ಮಹಾಸಭಾ ಅಧ್ಯಕ್ಷರು ತಿಳಿಸಿದ್ದಾರೆ. xyxy=(202,1002,730,1104)
cinema-row xyxy=(1106,607,1420,625)
electric-headline-1: ಕಳಪೆ ಕಾಮಗಾರಿಯಿಂದ xyxy=(830,1030,1002,1057)
cinema-cell: ಅಮರ್ (ಕ) xyxy=(1242,643,1356,660)
drc-logo xyxy=(1107,742,1200,783)
paper-name: ಮೈಸೂರು ಮಿತ್ರ xyxy=(776,178,868,200)
inox-screen-slot: ಸ್ಕ್ರೀನ್ 1 ಅಲ್ಲಾದಿನ್ (ಇಂ/3ಡಿ): ಸಂ. 7.05ಕ್ಕೆ ಎನ್‌ಜಿಕೆ (ತ): ಬೆ. 10.15, ಸಂ. 4, ರಾ. 9.55ಕ್ಕೆ ದೇವಿ-2 (ತ): ಮ. 1.20ಕ್ಕೆ xyxy=(1107,1048,1418,1082)
cinema-row xyxy=(1106,506,1420,524)
cinema-cell: 4 ಪ್ರದರ್ಶನ xyxy=(1357,524,1420,542)
tribute-headline: ಅಸ್ವಾಳು ಶಂಕರೇಗೌಡ, ನಾಗಣ್ಣಾಚಾರ್ ಅವರಿಗೆ ಶ್ರದ್ಧಾಂಜಲಿ xyxy=(626,593,1022,618)
cinema-row xyxy=(1106,572,1420,590)
cinema-cell: (2423569) xyxy=(1164,471,1243,489)
cinema-row xyxy=(1106,524,1420,542)
obituary-name: ಬಿ.ನಾಗರಾಜು xyxy=(265,1964,311,1977)
cinema-cell: (2481170) xyxy=(1164,607,1243,625)
drc-slots xyxy=(1107,787,1418,985)
cinema-cell: ರೋಹಿಣಿ xyxy=(1106,418,1164,436)
cinema-row xyxy=(1106,678,1420,695)
electric-headline xyxy=(741,1026,1091,1135)
cinema-cell: 4 ಪ್ರದರ್ಶನ xyxy=(1357,383,1420,401)
cinema-cell: (2452958) xyxy=(1164,625,1243,643)
cinema-cell: 4 ಪ್ರದರ್ಶನ xyxy=(1357,625,1420,643)
cinema-cell: ಎನ್.ಜಿ.ಕೆ (ತ) xyxy=(1242,489,1356,506)
lead-photo-caption xyxy=(383,518,922,552)
drc-screen-slot: ಸ್ಕ್ರೀನ್ 4 ಅಮರ್ (ಕ): ಬೆ. 10.45, ಸಂ. 4.30, 7.15, ರಾ. 9.55ಕ್ಕೆ ಕಮರೊಟ್ಟು ಚೆಕ್‌ಪೋಸ್ಟ್ (ಕ): ಮ. 1.30ಕ್ಕೆ xyxy=(1107,904,1418,938)
inox-title: ಐನಾಕ್ಸ್ ಮೂವೀಸ್ xyxy=(1204,998,1418,1022)
cinema-row xyxy=(1106,436,1420,454)
electric-photo xyxy=(741,1137,1091,1466)
obituary-body: ನಂಜನಗೂಡು, ಜೂ. 5(ರವಿ)– ಕಳಲೆ ಗ್ರಾಮದ ಸಾಹಿತಿ ಕಳಲೆ ಗುರುಸ್ವಾಮಿ ಅವರ ಅಣ್ಣ ನಾಡಿದೇವ ಕೆಲ್ಲರು ಬಿ.ನಾಗರಾಜು(75) ಅವರು ಬುಧವಾರ ಮಧ್ಯಾಹ್ನ ತಮ್ಮ ಸ್ವಗೃಹದಲ್ಲಿ ನಿಧನರಾದರು. ಮೃತರು ಪತ್ನಿ, ಪುತ್ರ, ಪುತ್ರಿ ಹಾಗೂ ಅಪಾರ ಬಂಧುಬಳಗವನ್ನು ಅಗಲಿದ್ದಾರೆ. ಮೃತರ ಅಂತ್ಯಕ್ರಿಯೆ ಇಂದು ಸಂಜೆ ಸ್ವಗ್ರಾಮದಲ್ಲಿ ನೆರವೇರಲಿದೆ ಎಂದು ಕುಟುಂಬ ಮೂಲಗಳು ತಿಳಿಸಿವೆ. xyxy=(202,1985,374,2140)
inox-phone: ದೂ : 2533444 / 2433456 xyxy=(1211,1027,1382,1042)
lead-caption-rule xyxy=(383,553,922,554)
cinema-cell: 2 ಪ್ರದರ್ಶನ xyxy=(1357,454,1420,471)
minister-caption: ಕೇಂದ್ರ ಸಚಿವ ಡಿ.ವಿ. ಸದಾನಂದಗೌಡರನ್ನು ಮಾಜಿ ಶಾಸಕರಾದ ಸಿ. ರಮೇಶ್, ಸಿದ್ದರಾಜು, ಜೆ.ಎಸ್.ನಟರಾಜಸ್ವಾಮಿ ಸನ್ಮಾನಿಸಿ ಅಭಿನಂದಿಸಿದರು. xyxy=(1115,2165,1411,2193)
drc-title: ಡಿಆರ್‌ಸಿ ಸಿನಿಮಾಸ್ xyxy=(1204,742,1418,765)
cinema-row xyxy=(1106,366,1420,383)
cinema-cell: (2520490) xyxy=(1164,572,1243,590)
cinema-cell: 4 ಪ್ರದರ್ಶನ xyxy=(1357,607,1420,625)
cinema-cell: 4 ಪ್ರದರ್ಶನ xyxy=(1357,471,1420,489)
